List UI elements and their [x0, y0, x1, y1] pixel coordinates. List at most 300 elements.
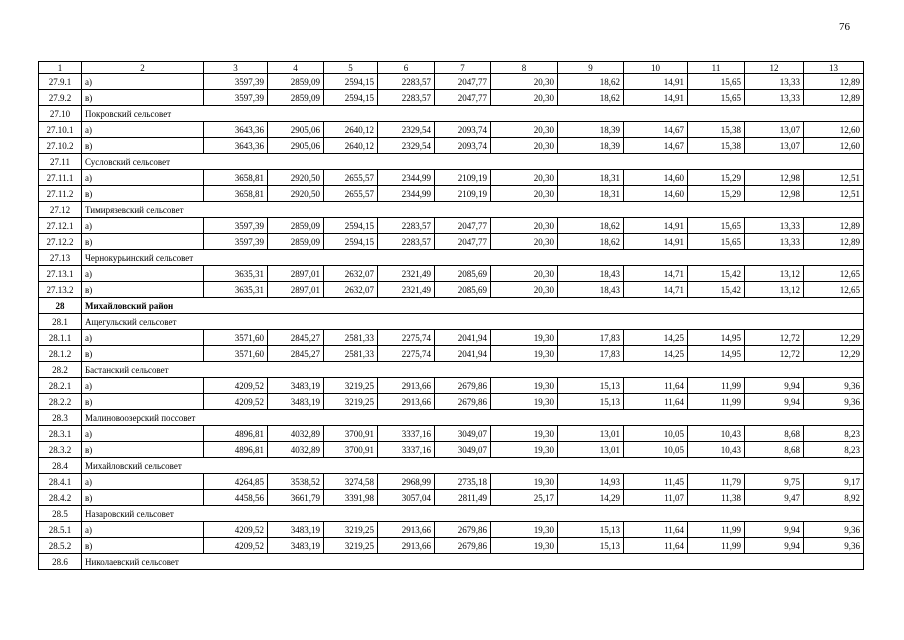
value-cell: 2735,18 [435, 474, 491, 490]
value-cell: 2594,15 [324, 218, 378, 234]
table-row [39, 394, 864, 410]
value-cell: 3643,36 [204, 122, 268, 138]
value-cell: 13,33 [745, 234, 804, 250]
value-cell: 2085,69 [435, 282, 491, 298]
value-cell: 12,72 [745, 346, 804, 362]
section-title: Николаевский сельсовет [82, 554, 864, 570]
value-cell: 9,36 [804, 394, 864, 410]
value-cell: 2329,54 [378, 138, 435, 154]
value-cell: 8,92 [804, 490, 864, 506]
value-cell: 19,30 [491, 394, 558, 410]
row-number-cell: 28.1.2 [39, 346, 82, 362]
value-cell: 15,65 [688, 234, 745, 250]
value-cell: 15,13 [558, 378, 624, 394]
value-cell: 2275,74 [378, 330, 435, 346]
value-cell: 15,65 [688, 74, 745, 90]
row-label-cell: в) [82, 490, 204, 506]
row-label-cell: а) [82, 378, 204, 394]
section-number-cell: 27.12 [39, 202, 82, 218]
value-cell: 12,51 [804, 170, 864, 186]
row-number-cell: 27.11.2 [39, 186, 82, 202]
column-number-cell: 1 [39, 62, 82, 74]
value-cell: 14,60 [624, 170, 688, 186]
value-cell: 2897,01 [268, 282, 324, 298]
value-cell: 11,64 [624, 522, 688, 538]
value-cell: 12,98 [745, 170, 804, 186]
row-label-cell: а) [82, 122, 204, 138]
value-cell: 3643,36 [204, 138, 268, 154]
value-cell: 18,31 [558, 170, 624, 186]
value-cell: 13,07 [745, 122, 804, 138]
value-cell: 3219,25 [324, 538, 378, 554]
section-number-cell: 28 [39, 298, 82, 314]
value-cell: 2085,69 [435, 266, 491, 282]
column-number-cell: 3 [204, 62, 268, 74]
row-label-cell: а) [82, 426, 204, 442]
value-cell: 18,43 [558, 266, 624, 282]
value-cell: 8,68 [745, 442, 804, 458]
value-cell: 2897,01 [268, 266, 324, 282]
value-cell: 4209,52 [204, 378, 268, 394]
value-cell: 3049,07 [435, 426, 491, 442]
row-label-cell: а) [82, 170, 204, 186]
value-cell: 3219,25 [324, 522, 378, 538]
section-title: Сусловский сельсовет [82, 154, 864, 170]
table-row [39, 442, 864, 458]
value-cell: 15,13 [558, 522, 624, 538]
district-row [39, 298, 864, 314]
section-row [39, 202, 864, 218]
section-number-cell: 27.10 [39, 106, 82, 122]
value-cell: 11,99 [688, 394, 745, 410]
row-label-cell: в) [82, 394, 204, 410]
table-row [39, 234, 864, 250]
value-cell: 2093,74 [435, 138, 491, 154]
column-number-cell: 10 [624, 62, 688, 74]
value-cell: 2859,09 [268, 74, 324, 90]
row-number-cell: 28.5.2 [39, 538, 82, 554]
value-cell: 15,38 [688, 138, 745, 154]
value-cell: 2859,09 [268, 234, 324, 250]
value-cell: 2093,74 [435, 122, 491, 138]
value-cell: 2640,12 [324, 122, 378, 138]
value-cell: 20,30 [491, 138, 558, 154]
value-cell: 3635,31 [204, 266, 268, 282]
value-cell: 2283,57 [378, 218, 435, 234]
value-cell: 12,72 [745, 330, 804, 346]
section-title: Михайловский сельсовет [82, 458, 864, 474]
section-number-cell: 28.6 [39, 554, 82, 570]
column-number-cell: 11 [688, 62, 745, 74]
row-number-cell: 28.3.2 [39, 442, 82, 458]
value-cell: 2275,74 [378, 346, 435, 362]
table-row [39, 378, 864, 394]
value-cell: 11,45 [624, 474, 688, 490]
row-number-cell: 27.12.1 [39, 218, 82, 234]
row-label-cell: в) [82, 442, 204, 458]
value-cell: 4032,89 [268, 442, 324, 458]
row-label-cell: в) [82, 186, 204, 202]
value-cell: 19,30 [491, 442, 558, 458]
value-cell: 3337,16 [378, 426, 435, 442]
row-number-cell: 27.9.1 [39, 74, 82, 90]
value-cell: 3483,19 [268, 394, 324, 410]
value-cell: 14,91 [624, 218, 688, 234]
value-cell: 4896,81 [204, 426, 268, 442]
row-label-cell: в) [82, 346, 204, 362]
value-cell: 12,98 [745, 186, 804, 202]
value-cell: 2329,54 [378, 122, 435, 138]
value-cell: 3337,16 [378, 442, 435, 458]
value-cell: 13,33 [745, 90, 804, 106]
column-number-cell: 4 [268, 62, 324, 74]
table-row [39, 218, 864, 234]
row-label-cell: а) [82, 522, 204, 538]
value-cell: 2845,27 [268, 330, 324, 346]
value-cell: 3483,19 [268, 378, 324, 394]
value-cell: 2968,99 [378, 474, 435, 490]
section-row [39, 154, 864, 170]
table-row [39, 170, 864, 186]
value-cell: 2594,15 [324, 234, 378, 250]
section-row [39, 458, 864, 474]
value-cell: 2283,57 [378, 74, 435, 90]
value-cell: 2811,49 [435, 490, 491, 506]
value-cell: 12,65 [804, 266, 864, 282]
value-cell: 8,23 [804, 426, 864, 442]
value-cell: 9,94 [745, 522, 804, 538]
value-cell: 14,71 [624, 282, 688, 298]
row-number-cell: 27.10.2 [39, 138, 82, 154]
value-cell: 2594,15 [324, 90, 378, 106]
value-cell: 18,62 [558, 234, 624, 250]
value-cell: 20,30 [491, 90, 558, 106]
value-cell: 2859,09 [268, 218, 324, 234]
section-title: Чернокурьинский сельсовет [82, 250, 864, 266]
value-cell: 18,31 [558, 186, 624, 202]
value-cell: 20,30 [491, 186, 558, 202]
value-cell: 14,29 [558, 490, 624, 506]
value-cell: 3658,81 [204, 186, 268, 202]
value-cell: 20,30 [491, 282, 558, 298]
table-row [39, 90, 864, 106]
value-cell: 2679,86 [435, 394, 491, 410]
table-row [39, 282, 864, 298]
value-cell: 12,89 [804, 234, 864, 250]
value-cell: 14,95 [688, 346, 745, 362]
value-cell: 4264,85 [204, 474, 268, 490]
value-cell: 18,62 [558, 90, 624, 106]
row-number-cell: 27.11.1 [39, 170, 82, 186]
value-cell: 3597,39 [204, 218, 268, 234]
value-cell: 12,51 [804, 186, 864, 202]
value-cell: 9,36 [804, 522, 864, 538]
value-cell: 18,62 [558, 74, 624, 90]
value-cell: 4209,52 [204, 394, 268, 410]
value-cell: 11,64 [624, 378, 688, 394]
value-cell: 11,07 [624, 490, 688, 506]
value-cell: 15,42 [688, 282, 745, 298]
value-cell: 19,30 [491, 522, 558, 538]
row-number-cell: 27.12.2 [39, 234, 82, 250]
section-row [39, 314, 864, 330]
value-cell: 2283,57 [378, 234, 435, 250]
value-cell: 3571,60 [204, 346, 268, 362]
value-cell: 2905,06 [268, 122, 324, 138]
value-cell: 15,65 [688, 218, 745, 234]
value-cell: 14,60 [624, 186, 688, 202]
value-cell: 9,36 [804, 538, 864, 554]
table-row [39, 266, 864, 282]
value-cell: 12,29 [804, 346, 864, 362]
value-cell: 2913,66 [378, 378, 435, 394]
column-number-row [39, 62, 864, 74]
value-cell: 9,94 [745, 378, 804, 394]
value-cell: 9,94 [745, 538, 804, 554]
row-number-cell: 28.1.1 [39, 330, 82, 346]
value-cell: 3700,91 [324, 426, 378, 442]
value-cell: 13,33 [745, 218, 804, 234]
section-row [39, 250, 864, 266]
value-cell: 15,38 [688, 122, 745, 138]
section-number-cell: 28.5 [39, 506, 82, 522]
section-title: Покровский сельсовет [82, 106, 864, 122]
value-cell: 14,67 [624, 122, 688, 138]
value-cell: 2594,15 [324, 74, 378, 90]
value-cell: 14,95 [688, 330, 745, 346]
value-cell: 2845,27 [268, 346, 324, 362]
value-cell: 2047,77 [435, 74, 491, 90]
value-cell: 11,99 [688, 538, 745, 554]
row-label-cell: а) [82, 74, 204, 90]
value-cell: 3483,19 [268, 538, 324, 554]
value-cell: 3700,91 [324, 442, 378, 458]
section-row [39, 410, 864, 426]
value-cell: 3483,19 [268, 522, 324, 538]
value-cell: 11,99 [688, 522, 745, 538]
value-cell: 2632,07 [324, 282, 378, 298]
tariff-table [38, 61, 864, 570]
table-row [39, 490, 864, 506]
value-cell: 3219,25 [324, 378, 378, 394]
column-number-cell: 6 [378, 62, 435, 74]
row-label-cell: в) [82, 90, 204, 106]
value-cell: 2321,49 [378, 282, 435, 298]
value-cell: 15,13 [558, 394, 624, 410]
value-cell: 3597,39 [204, 74, 268, 90]
section-number-cell: 28.2 [39, 362, 82, 378]
section-number-cell: 28.4 [39, 458, 82, 474]
value-cell: 11,64 [624, 538, 688, 554]
value-cell: 3635,31 [204, 282, 268, 298]
row-label-cell: а) [82, 330, 204, 346]
value-cell: 3597,39 [204, 90, 268, 106]
value-cell: 12,60 [804, 138, 864, 154]
value-cell: 3049,07 [435, 442, 491, 458]
row-number-cell: 28.3.1 [39, 426, 82, 442]
value-cell: 14,25 [624, 330, 688, 346]
page-number: 76 [839, 21, 850, 33]
value-cell: 18,43 [558, 282, 624, 298]
row-label-cell: а) [82, 266, 204, 282]
row-label-cell: а) [82, 474, 204, 490]
table-row [39, 426, 864, 442]
value-cell: 4458,56 [204, 490, 268, 506]
value-cell: 19,30 [491, 474, 558, 490]
value-cell: 15,29 [688, 186, 745, 202]
value-cell: 20,30 [491, 218, 558, 234]
value-cell: 3661,79 [268, 490, 324, 506]
value-cell: 10,05 [624, 426, 688, 442]
row-number-cell: 27.9.2 [39, 90, 82, 106]
row-number-cell: 28.4.2 [39, 490, 82, 506]
section-number-cell: 28.3 [39, 410, 82, 426]
value-cell: 14,91 [624, 74, 688, 90]
value-cell: 15,29 [688, 170, 745, 186]
value-cell: 4209,52 [204, 522, 268, 538]
section-row [39, 554, 864, 570]
value-cell: 2913,66 [378, 394, 435, 410]
value-cell: 3597,39 [204, 234, 268, 250]
value-cell: 2581,33 [324, 330, 378, 346]
value-cell: 10,43 [688, 442, 745, 458]
value-cell: 12,29 [804, 330, 864, 346]
value-cell: 15,13 [558, 538, 624, 554]
column-number-cell: 7 [435, 62, 491, 74]
value-cell: 3571,60 [204, 330, 268, 346]
value-cell: 15,65 [688, 90, 745, 106]
row-label-cell: а) [82, 218, 204, 234]
column-number-cell: 12 [745, 62, 804, 74]
value-cell: 3274,58 [324, 474, 378, 490]
column-number-cell: 2 [82, 62, 204, 74]
value-cell: 2913,66 [378, 538, 435, 554]
value-cell: 8,23 [804, 442, 864, 458]
value-cell: 2581,33 [324, 346, 378, 362]
value-cell: 2047,77 [435, 90, 491, 106]
value-cell: 2321,49 [378, 266, 435, 282]
value-cell: 9,75 [745, 474, 804, 490]
table-row [39, 522, 864, 538]
value-cell: 2041,94 [435, 330, 491, 346]
row-number-cell: 27.13.1 [39, 266, 82, 282]
value-cell: 4896,81 [204, 442, 268, 458]
table-row [39, 122, 864, 138]
table-row [39, 538, 864, 554]
value-cell: 9,17 [804, 474, 864, 490]
row-number-cell: 28.5.1 [39, 522, 82, 538]
column-number-cell: 13 [804, 62, 864, 74]
value-cell: 4032,89 [268, 426, 324, 442]
value-cell: 20,30 [491, 74, 558, 90]
row-label-cell: в) [82, 234, 204, 250]
row-number-cell: 27.10.1 [39, 122, 82, 138]
table-row [39, 138, 864, 154]
value-cell: 13,12 [745, 266, 804, 282]
value-cell: 20,30 [491, 122, 558, 138]
value-cell: 20,30 [491, 266, 558, 282]
value-cell: 17,83 [558, 330, 624, 346]
row-number-cell: 27.13.2 [39, 282, 82, 298]
value-cell: 18,39 [558, 138, 624, 154]
value-cell: 9,47 [745, 490, 804, 506]
table-row [39, 186, 864, 202]
value-cell: 11,99 [688, 378, 745, 394]
value-cell: 20,30 [491, 234, 558, 250]
table-row [39, 474, 864, 490]
section-number-cell: 27.13 [39, 250, 82, 266]
value-cell: 2640,12 [324, 138, 378, 154]
value-cell: 12,89 [804, 218, 864, 234]
value-cell: 2041,94 [435, 346, 491, 362]
column-number-cell: 5 [324, 62, 378, 74]
value-cell: 13,33 [745, 74, 804, 90]
value-cell: 2632,07 [324, 266, 378, 282]
value-cell: 2905,06 [268, 138, 324, 154]
value-cell: 19,30 [491, 378, 558, 394]
section-row [39, 506, 864, 522]
value-cell: 13,01 [558, 442, 624, 458]
value-cell: 12,89 [804, 74, 864, 90]
value-cell: 2283,57 [378, 90, 435, 106]
row-label-cell: в) [82, 138, 204, 154]
value-cell: 14,91 [624, 234, 688, 250]
table-row [39, 346, 864, 362]
value-cell: 3219,25 [324, 394, 378, 410]
value-cell: 2920,50 [268, 170, 324, 186]
table-row [39, 74, 864, 90]
value-cell: 4209,52 [204, 538, 268, 554]
value-cell: 2344,99 [378, 186, 435, 202]
row-number-cell: 28.2.2 [39, 394, 82, 410]
value-cell: 12,89 [804, 90, 864, 106]
value-cell: 19,30 [491, 426, 558, 442]
value-cell: 19,30 [491, 330, 558, 346]
value-cell: 9,94 [745, 394, 804, 410]
value-cell: 14,91 [624, 90, 688, 106]
value-cell: 3057,04 [378, 490, 435, 506]
row-number-cell: 28.2.1 [39, 378, 82, 394]
value-cell: 15,42 [688, 266, 745, 282]
value-cell: 13,12 [745, 282, 804, 298]
section-title: Ащегульский сельсовет [82, 314, 864, 330]
value-cell: 2109,19 [435, 170, 491, 186]
value-cell: 19,30 [491, 538, 558, 554]
section-title: Назаровский сельсовет [82, 506, 864, 522]
value-cell: 13,07 [745, 138, 804, 154]
value-cell: 13,01 [558, 426, 624, 442]
section-row [39, 362, 864, 378]
value-cell: 19,30 [491, 346, 558, 362]
value-cell: 9,36 [804, 378, 864, 394]
value-cell: 18,62 [558, 218, 624, 234]
value-cell: 2655,57 [324, 170, 378, 186]
value-cell: 2859,09 [268, 90, 324, 106]
section-row [39, 106, 864, 122]
value-cell: 14,25 [624, 346, 688, 362]
value-cell: 2109,19 [435, 186, 491, 202]
value-cell: 2655,57 [324, 186, 378, 202]
value-cell: 25,17 [491, 490, 558, 506]
row-label-cell: в) [82, 538, 204, 554]
value-cell: 14,71 [624, 266, 688, 282]
value-cell: 20,30 [491, 170, 558, 186]
value-cell: 18,39 [558, 122, 624, 138]
section-title: Тимирязевский сельсовет [82, 202, 864, 218]
row-number-cell: 28.4.1 [39, 474, 82, 490]
value-cell: 14,67 [624, 138, 688, 154]
value-cell: 14,93 [558, 474, 624, 490]
